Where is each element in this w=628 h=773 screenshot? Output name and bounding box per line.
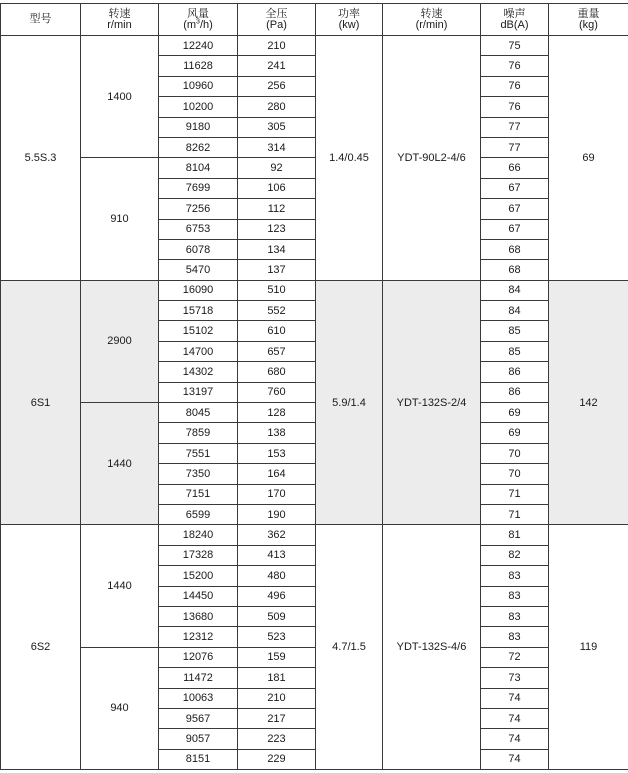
noise-cell: 68 — [481, 239, 549, 259]
flow-cell: 12076 — [159, 647, 238, 667]
pressure-cell: 134 — [238, 239, 316, 259]
rpm-cell: 1440 — [81, 525, 159, 647]
noise-cell: 72 — [481, 647, 549, 667]
flow-cell: 8045 — [159, 403, 238, 423]
flow-cell: 6753 — [159, 219, 238, 239]
flow-cell: 11628 — [159, 56, 238, 76]
flow-cell: 14302 — [159, 362, 238, 382]
noise-cell: 74 — [481, 729, 549, 749]
pressure-cell: 229 — [238, 749, 316, 769]
noise-cell: 82 — [481, 545, 549, 565]
noise-cell: 74 — [481, 708, 549, 728]
flow-cell: 7859 — [159, 423, 238, 443]
pressure-cell: 181 — [238, 668, 316, 688]
header-motor-speed: 转速 (r/min) — [383, 4, 481, 36]
flow-cell: 10063 — [159, 688, 238, 708]
noise-cell: 71 — [481, 504, 549, 524]
weight-cell: 119 — [549, 525, 628, 770]
noise-cell: 70 — [481, 443, 549, 463]
pressure-cell: 123 — [238, 219, 316, 239]
flow-cell: 7551 — [159, 443, 238, 463]
table-row — [1, 280, 628, 300]
flow-cell: 6599 — [159, 504, 238, 524]
power-cell: 5.9/1.4 — [316, 280, 383, 525]
header-pressure: 全压 (Pa) — [238, 4, 316, 36]
pressure-cell: 760 — [238, 382, 316, 402]
noise-cell: 67 — [481, 199, 549, 219]
model-cell: 6S2 — [1, 525, 81, 770]
flow-cell: 8151 — [159, 749, 238, 769]
noise-cell: 66 — [481, 158, 549, 178]
pressure-cell: 159 — [238, 647, 316, 667]
rpm-cell: 910 — [81, 158, 159, 280]
pressure-cell: 217 — [238, 708, 316, 728]
motor-cell: YDT-90L2-4/6 — [383, 36, 481, 281]
pressure-cell: 362 — [238, 525, 316, 545]
flow-cell: 7256 — [159, 199, 238, 219]
header-flow: 风量 $(m^3/h)$ — [159, 4, 238, 36]
flow-cell: 15102 — [159, 321, 238, 341]
noise-cell: 67 — [481, 178, 549, 198]
noise-cell: 84 — [481, 301, 549, 321]
pressure-cell: 170 — [238, 484, 316, 504]
fan-spec-table — [0, 3, 628, 770]
pressure-cell: 138 — [238, 423, 316, 443]
pressure-cell: 106 — [238, 178, 316, 198]
motor-cell: YDT-132S-4/6 — [383, 525, 481, 770]
flow-cell: 12312 — [159, 627, 238, 647]
noise-cell: 75 — [481, 36, 549, 56]
weight-cell: 142 — [549, 280, 628, 525]
table-row — [1, 403, 628, 423]
noise-cell: 81 — [481, 525, 549, 545]
flow-cell: 9180 — [159, 117, 238, 137]
pressure-cell: 510 — [238, 280, 316, 300]
table-row — [1, 647, 628, 667]
noise-cell: 83 — [481, 586, 549, 606]
noise-cell: 86 — [481, 382, 549, 402]
pressure-cell: 552 — [238, 301, 316, 321]
flow-cell: 15200 — [159, 566, 238, 586]
noise-cell: 83 — [481, 627, 549, 647]
power-cell: 4.7/1.5 — [316, 525, 383, 770]
flow-cell: 5470 — [159, 260, 238, 280]
noise-cell: 68 — [481, 260, 549, 280]
flow-cell: 13680 — [159, 606, 238, 626]
pressure-cell: 610 — [238, 321, 316, 341]
flow-cell: 12240 — [159, 36, 238, 56]
table-row — [1, 158, 628, 178]
flow-cell: 14450 — [159, 586, 238, 606]
header-power: 功率 (kw) — [316, 4, 383, 36]
pressure-cell: 680 — [238, 362, 316, 382]
noise-cell: 85 — [481, 341, 549, 361]
pressure-cell: 314 — [238, 137, 316, 157]
model-cell: 6S1 — [1, 280, 81, 525]
motor-cell: YDT-132S-2/4 — [383, 280, 481, 525]
pressure-cell: 128 — [238, 403, 316, 423]
pressure-cell: 413 — [238, 545, 316, 565]
flow-cell: 8262 — [159, 137, 238, 157]
pressure-cell: 164 — [238, 464, 316, 484]
flow-cell: 7699 — [159, 178, 238, 198]
power-cell: 1.4/0.45 — [316, 36, 383, 281]
pressure-cell: 241 — [238, 56, 316, 76]
flow-cell: 7350 — [159, 464, 238, 484]
noise-cell: 77 — [481, 117, 549, 137]
flow-cell: 8104 — [159, 158, 238, 178]
pressure-cell: 509 — [238, 606, 316, 626]
header-speed: 转速 r/min — [81, 4, 159, 36]
pressure-cell: 523 — [238, 627, 316, 647]
pressure-cell: 190 — [238, 504, 316, 524]
pressure-cell: 256 — [238, 76, 316, 96]
noise-cell: 84 — [481, 280, 549, 300]
header-row — [1, 4, 628, 36]
pressure-cell: 305 — [238, 117, 316, 137]
noise-cell: 76 — [481, 97, 549, 117]
flow-cell: 9567 — [159, 708, 238, 728]
flow-cell: 14700 — [159, 341, 238, 361]
rpm-cell: 940 — [81, 647, 159, 769]
pressure-cell: 153 — [238, 443, 316, 463]
noise-cell: 71 — [481, 484, 549, 504]
pressure-cell: 480 — [238, 566, 316, 586]
header-noise: 噪声 dB(A) — [481, 4, 549, 36]
noise-cell: 85 — [481, 321, 549, 341]
flow-cell: 10960 — [159, 76, 238, 96]
flow-cell: 6078 — [159, 239, 238, 259]
table-body — [1, 36, 628, 770]
header-model: 型号 — [1, 4, 81, 36]
rpm-cell: 1400 — [81, 36, 159, 158]
noise-cell: 86 — [481, 362, 549, 382]
pressure-cell: 280 — [238, 97, 316, 117]
noise-cell: 83 — [481, 606, 549, 626]
header-weight: 重量 (kg) — [549, 4, 628, 36]
noise-cell: 67 — [481, 219, 549, 239]
noise-cell: 70 — [481, 464, 549, 484]
noise-cell: 69 — [481, 403, 549, 423]
pressure-cell: 112 — [238, 199, 316, 219]
flow-cell: 18240 — [159, 525, 238, 545]
flow-cell: 11472 — [159, 668, 238, 688]
pressure-cell: 496 — [238, 586, 316, 606]
noise-cell: 73 — [481, 668, 549, 688]
pressure-cell: 92 — [238, 158, 316, 178]
table-row — [1, 525, 628, 545]
noise-cell: 77 — [481, 137, 549, 157]
flow-cell: 9057 — [159, 729, 238, 749]
flow-cell: 16090 — [159, 280, 238, 300]
flow-cell: 17328 — [159, 545, 238, 565]
flow-cell: 7151 — [159, 484, 238, 504]
flow-cell: 15718 — [159, 301, 238, 321]
weight-cell: 69 — [549, 36, 628, 281]
pressure-cell: 223 — [238, 729, 316, 749]
pressure-cell: 137 — [238, 260, 316, 280]
table-row — [1, 36, 628, 56]
noise-cell: 74 — [481, 749, 549, 769]
model-cell: 5.5S.3 — [1, 36, 81, 281]
rpm-cell: 2900 — [81, 280, 159, 402]
noise-cell: 83 — [481, 566, 549, 586]
rpm-cell: 1440 — [81, 403, 159, 525]
noise-cell: 69 — [481, 423, 549, 443]
pressure-cell: 210 — [238, 36, 316, 56]
flow-cell: 13197 — [159, 382, 238, 402]
noise-cell: 76 — [481, 56, 549, 76]
noise-cell: 74 — [481, 688, 549, 708]
pressure-cell: 657 — [238, 341, 316, 361]
noise-cell: 76 — [481, 76, 549, 96]
flow-cell: 10200 — [159, 97, 238, 117]
pressure-cell: 210 — [238, 688, 316, 708]
